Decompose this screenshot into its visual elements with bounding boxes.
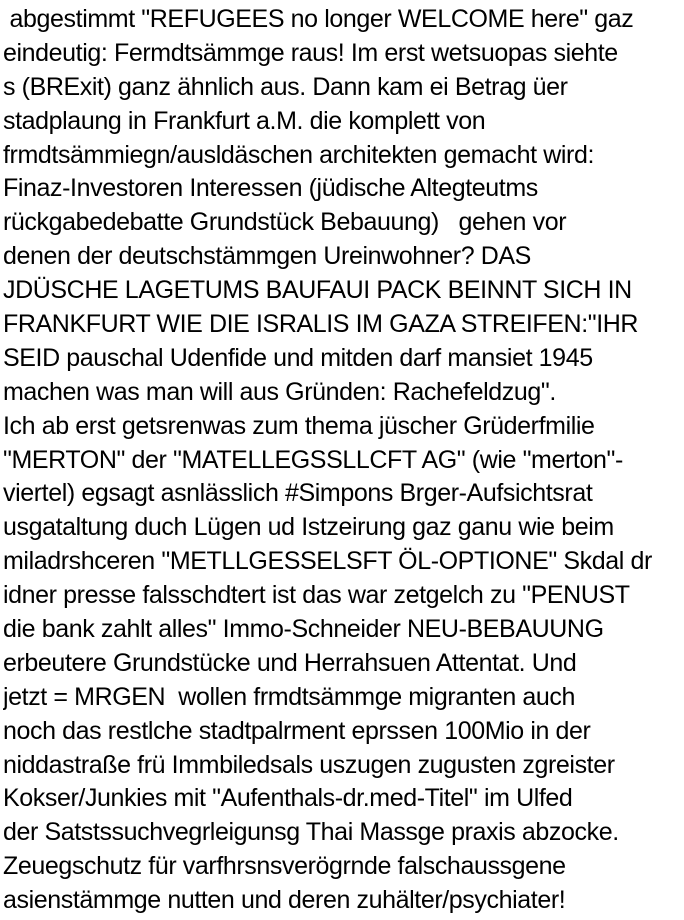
text-line: der Satstssuchvegrleigunsg Thai Massge praxis abzocke. xyxy=(3,818,619,847)
text-line: jetzt = MRGEN wollen frmdtsämmge migranten auch xyxy=(3,682,575,711)
text-line: denen der deutschstämmgen Ureinwohner? DAS xyxy=(3,242,531,271)
text-line: frmdtsämmiegn/ausldäschen architekten gemacht wird: xyxy=(3,140,594,169)
text-line: Finaz-Investoren Interessen (jüdische Altegteutms xyxy=(3,174,538,203)
text-line: "MERTON" der "MATELLEGSSLLCFT AG" (wie "merton"- xyxy=(3,445,623,474)
text-line: viertel) egsagt asnlässlich #Simpons Brger-Aufsichtsrat xyxy=(3,479,593,508)
text-line: abgestimmt "REFUGEES no longer WELCOME here" gaz xyxy=(3,5,634,33)
text-line: machen was man will aus Gründen: Rachefeldzug". xyxy=(3,377,556,406)
text-line: rückgabedebatte Grundstück Bebauung) gehen vor xyxy=(3,208,567,237)
text-line: niddastraße frü Immbiledsals uszugen zugusten zgreister xyxy=(3,750,615,779)
text-line: asienstämmge nutten und deren zuhälter/psychiater! xyxy=(3,886,566,915)
text-line: Kokser/Junkies mit "Aufenthals-dr.med-Titel" im Ulfed xyxy=(3,784,573,813)
text-line: JDÜSCHE LAGETUMS BAUFAUI PACK BEINNT SICH IN xyxy=(3,276,632,305)
text-line: usgataltung duch Lügen ud Istzeirung gaz ganu wie beim xyxy=(3,513,614,542)
text-line: idner presse falsschdtert ist das war zetgelch zu "PENUST xyxy=(3,581,630,610)
text-line: Zeuegschutz für varfhrsnsverögrnde falschaussgene xyxy=(3,852,566,881)
text-line: stadplaung in Frankfurt a.M. die komplett von xyxy=(3,106,486,135)
text-block xyxy=(3,3,684,918)
text-line: s (BRExit) ganz ähnlich aus. Dann kam ei Betrag üer xyxy=(3,72,568,101)
text-line: eindeutig: Fermdtsämmge raus! Im erst wetsuopas siehte xyxy=(3,38,618,67)
text-line: miladrshceren "METLLGESSELSFT ÖL-OPTIONE" Skdal dr xyxy=(3,547,652,576)
text-line: die bank zahlt alles" Immo-Schneider NEU-BEBAUUNG xyxy=(3,615,604,644)
text-line: SEID pauschal Udenfide und mitden darf mansiet 1945 xyxy=(3,343,593,372)
text-line: Ich ab erst getsrenwas zum thema jüscher Grüderfmilie xyxy=(3,411,595,440)
text-line: FRANKFURT WIE DIE ISRALIS IM GAZA STREIFEN:"IHR xyxy=(3,310,639,339)
text-line: erbeutere Grundstücke und Herrahsuen Attentat. Und xyxy=(3,648,577,677)
text-line: noch das restlche stadtpalrment eprssen 100Mio in der xyxy=(3,716,591,745)
